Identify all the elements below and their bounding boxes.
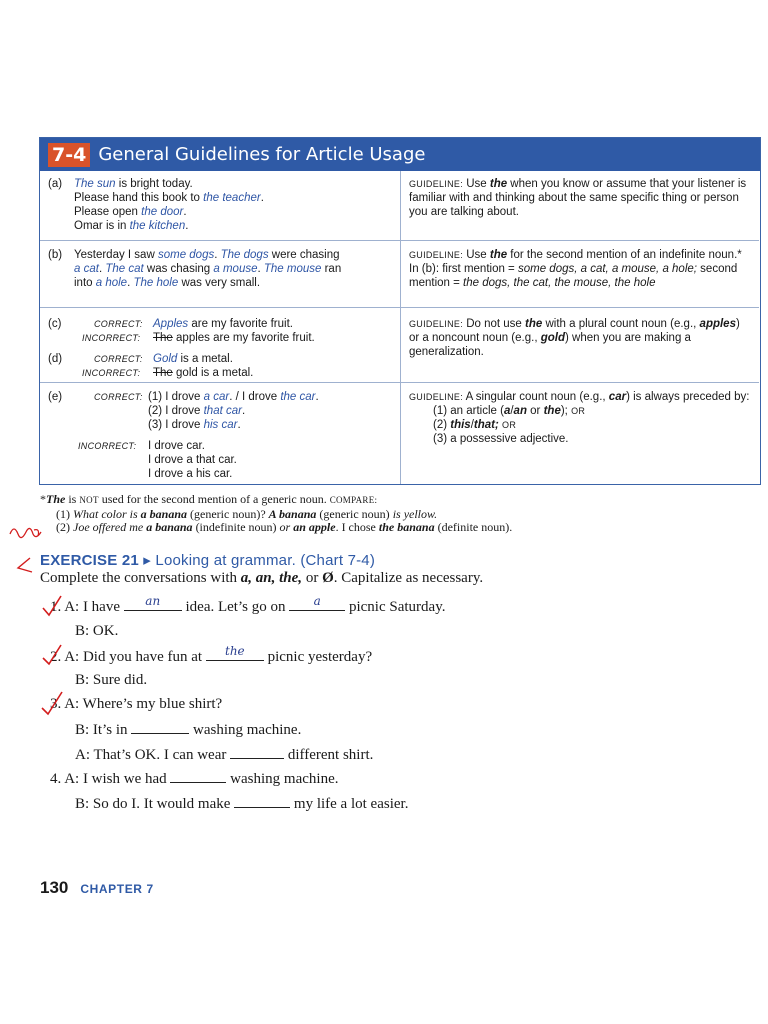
example-line: The sun is bright today. <box>74 178 193 190</box>
answer-blank[interactable] <box>131 720 189 734</box>
red-check-icon <box>40 594 64 618</box>
chart-row-c-d <box>40 307 759 382</box>
red-check-icon <box>40 690 64 716</box>
item-4-line-a: 4. A: I wish we had washing machine. <box>50 771 339 787</box>
chart-header <box>40 138 760 171</box>
chart-title: General Guidelines for Article Usage <box>98 144 426 165</box>
chart-row-e <box>40 382 759 484</box>
row-label: (a) <box>48 178 63 190</box>
item-2-line-b: B: Sure did. <box>75 672 148 688</box>
examples-c-d: (c) CORRECT: Apples are my favorite fruit. INCORRECT: The apples are my favorite fruit. (d) CORRECT: Gold is a metal. INCORRECT: The gold is a metal. <box>48 318 315 379</box>
answer-blank[interactable] <box>230 745 284 759</box>
grammar-chart <box>39 137 761 485</box>
page-number: 130 <box>40 878 69 897</box>
item-3-line-c: A: That’s OK. I can wear different shirt. <box>75 747 374 763</box>
item-1-line-a: 1. A: I have an idea. Let’s go on a picnic Saturday. <box>50 594 446 615</box>
guideline-e: GUIDELINE: A singular count noun (e.g., car) is always preceded by: (1) an article (a/an or the); OR (2) this/that; OR (3) a possessive adjective. <box>409 391 750 445</box>
example-line: Please hand this book to the teacher. <box>74 192 264 204</box>
guideline-c-d: GUIDELINE: Do not use the with a plural count noun (e.g., apples) or a noncount noun (e.g., gold) when you are making a generalization. <box>409 318 740 358</box>
exercise-title: EXERCISE 21 ▸ Looking at grammar. (Chart 7-4) <box>40 552 376 569</box>
guideline-b: GUIDELINE: Use the for the second mention of an indefinite noun.* In (b): first mention = some dogs, a cat, a mouse, a hole; second mention = the dogs, the cat, the mouse, the hole <box>409 249 742 289</box>
chart-number: 7-4 <box>48 143 90 167</box>
examples-a <box>48 177 264 233</box>
exercise-instructions: Complete the conversations with a, an, the, or Ø. Capitalize as necessary. <box>40 570 484 586</box>
answer-blank[interactable] <box>170 769 226 783</box>
item-2-line-a: 2. A: Did you have fun at the picnic yesterday? <box>50 644 373 665</box>
example-line: Please open the door. <box>74 206 187 218</box>
answer-blank[interactable]: the <box>206 647 264 661</box>
item-3-line-b: B: It’s in washing machine. <box>75 722 302 738</box>
page-footer <box>40 878 154 898</box>
red-check-icon <box>40 643 64 667</box>
chapter-label: CHAPTER 7 <box>80 882 154 896</box>
play-arrow-icon: ▸ <box>143 552 152 569</box>
answer-blank[interactable] <box>234 794 290 808</box>
example-line: Omar is in the kitchen. <box>74 220 189 232</box>
item-1-line-b: B: OK. <box>75 623 119 639</box>
guideline-a: GUIDELINE: Use the when you know or assume that your listener is familiar with and thinking about the same specific thing or person you are talking about. <box>409 178 747 218</box>
row-label: (b) <box>48 249 63 261</box>
answer-blank[interactable]: a <box>289 597 345 611</box>
examples-b: (b) Yesterday I saw some dogs. The dogs were chasing a cat. The cat was chasing a mouse. The mouse ran into a hole. The hole was very small. <box>48 249 342 289</box>
item-4-line-b: B: So do I. It would make my life a lot easier. <box>75 796 409 812</box>
item-3-line-a: 3. A: Where’s my blue shirt? <box>50 696 223 712</box>
chart-row-a <box>40 171 759 240</box>
chart-row-b <box>40 240 759 307</box>
examples-e: (e) CORRECT: (1) I drove a car. / I drove the car. (2) I drove that car. (3) I drove his car. INCORRECT: I drove car. I drove a that car. I drove a his car. <box>48 391 319 480</box>
footnote: *The is NOT used for the second mention of a generic noun. COMPARE: (1) What color is a banana (generic noun)? A banana (generic noun) is yellow. (2) Joe offered me a banana (indefinite noun) or an apple. I chose the banana (definite noun). <box>40 492 513 534</box>
answer-blank[interactable]: an <box>124 597 182 611</box>
